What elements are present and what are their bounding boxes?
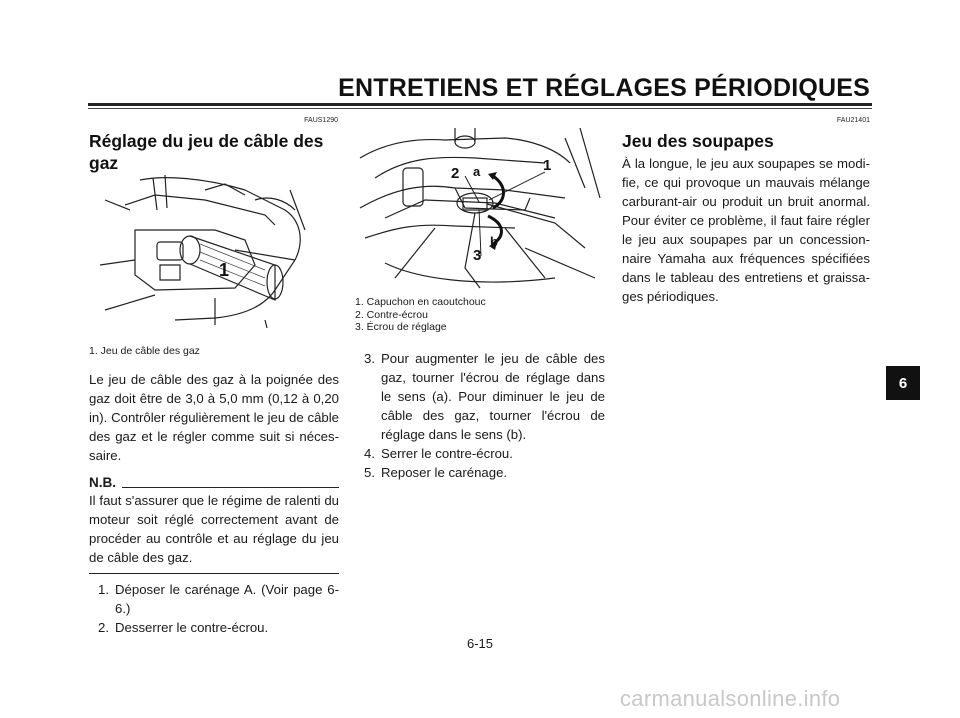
figure-caption: 2. Contre-écrou [355, 308, 428, 321]
list-item: 2. Desserrer le contre-écrou. [98, 619, 269, 635]
note-label: N.B. [89, 474, 116, 490]
figure-caption: 3. Écrou de réglage [355, 321, 447, 333]
svg-text:2: 2 [451, 165, 460, 182]
header-rule [88, 103, 872, 106]
page-number: 6-15 [466, 636, 494, 651]
figure-caption: 1. Jeu de câble des gaz [89, 345, 200, 357]
svg-text:1: 1 [219, 260, 230, 280]
chapter-tab: 6 [886, 366, 920, 400]
page-title: ENTRETIENS ET RÉGLAGES PÉRIODIQUES [338, 74, 870, 102]
svg-text:a: a [473, 164, 481, 179]
note-rule [122, 487, 339, 488]
adjuster-figure [355, 128, 605, 298]
steps-list-middle [355, 349, 605, 482]
left-body [89, 345, 339, 637]
note-heading [89, 475, 339, 491]
left-column [89, 130, 339, 174]
svg-text:b: b [490, 234, 498, 249]
watermark: carmanualsonline.info [620, 686, 841, 711]
figure-caption: 1. Capuchon en caoutchouc [355, 296, 486, 308]
note-text: Il faut s'assurer que le régime de ralenti du moteur soit réglé correctement avant de procéder au contrôle et au réglage du jeu de câble des gaz. [89, 492, 339, 565]
header-rule-thin [88, 108, 872, 109]
list-item: 3. Pour augmenter le jeu de câble des gaz, tourner l'écrou de réglage dans le sens (a). Pour diminuer le jeu de câble des gaz, tourner l'écrou de réglage dans le sens (b). [364, 350, 605, 442]
throttle-figure [95, 170, 320, 330]
list-item: 4. Serrer le contre-écrou. [364, 445, 513, 461]
list-item: 1. Déposer le carénage A. (Voir page 6-6.) [98, 581, 339, 616]
intro-paragraph: Le jeu de câble des gaz à la poignée des gaz doit être de 3,0 à 5,0 mm (0,12 à 0,20 in). Contrôler régulièrement le jeu de câble des gaz et le régler comme suit si néces- saire. [89, 371, 339, 463]
right-column [622, 130, 870, 306]
section-title-throttle: Réglage du jeu de câble des gaz [89, 131, 324, 173]
svg-text:3: 3 [473, 247, 482, 264]
svg-text:1: 1 [543, 157, 552, 174]
note-rule-bottom [89, 573, 339, 574]
section-code-left: FAUS1290 [304, 117, 338, 124]
section-title-valves: Jeu des soupapes [622, 131, 774, 151]
section-code-right: FAU21401 [836, 117, 870, 124]
list-item: 5. Reposer le carénage. [364, 464, 508, 480]
middle-body [355, 296, 605, 482]
steps-list-left [89, 580, 339, 637]
valves-paragraph: À la longue, le jeu aux soupapes se modi- fie, ce qui provoque un mauvais mélange carburant-air ou produit un bruit anormal. Pour éviter ce problème, il faut faire régler le jeu aux soupapes par un concession- naire Yamaha aux fréquences spécifiées dans le tableau des entretiens et graissa- ges périodiques. [622, 156, 870, 304]
